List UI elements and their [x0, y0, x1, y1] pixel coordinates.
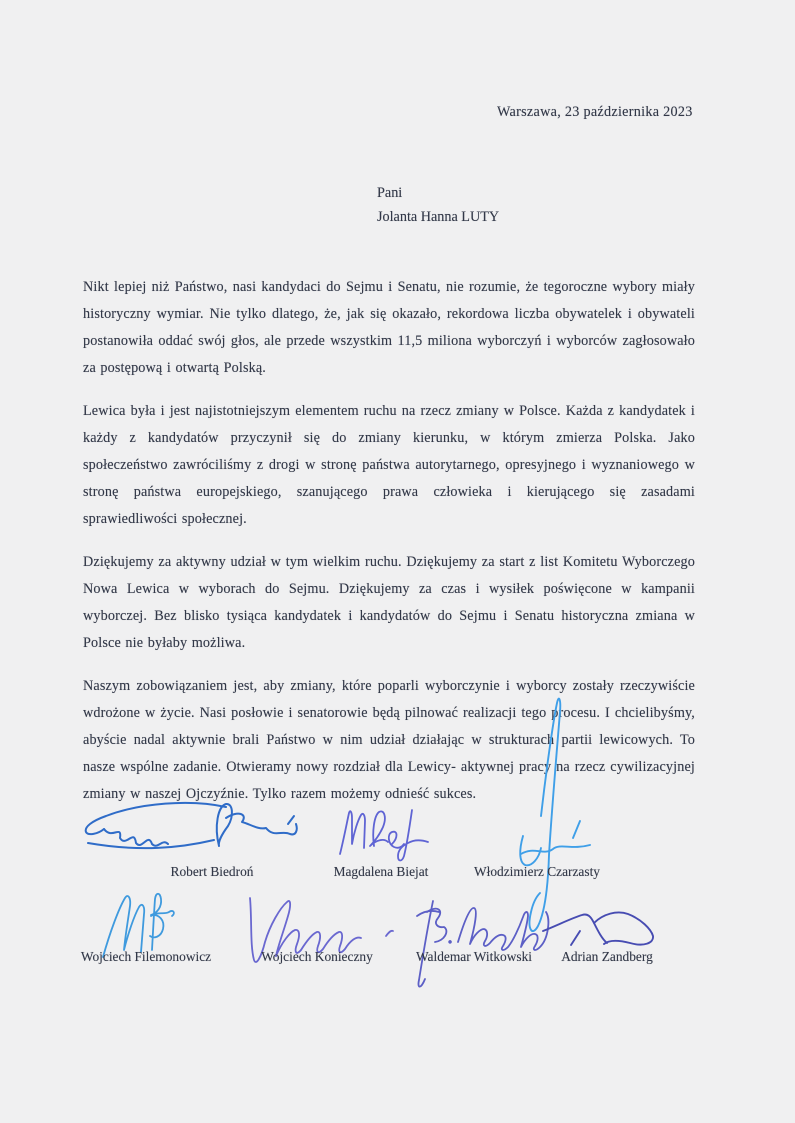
paragraph-3: Dziękujemy za aktywny udział w tym wielkim ruchu. Dziękujemy za start z list Komitetu Wyborczego Nowa Lewica w wyborach do Sejmu. Dziękujemy za czas i wysiłek poświęcone w kampanii wyborczej. Bez blisko tysiąca kandydatek i kandydatów do Sejmu i Senatu historyczna zmiana w Polsce nie byłaby możliwa.	[83, 554, 695, 651]
signature-wojciech-filemonowicz	[103, 894, 174, 957]
paragraph-2: Lewica była i jest najistotniejszym elementem ruchu na rzecz zmiany w Polsce. Każda z kandydatek i każdy z kandydatów przyczynił się do zmiany kierunku, w którym zmierza Polska. Jako społeczeństwo zawróciliśmy z drogi w stronę państwa autorytarnego, opresyjnego i wyznaniowego w stronę państwa europejskiego, szanującego prawa człowieka i kierującego się zasadami sprawiedliwości społecznej.	[83, 403, 695, 527]
recipient-salutation: Pani	[377, 185, 403, 201]
signature-adrian-zandberg	[543, 912, 653, 945]
recipient-block	[377, 181, 499, 229]
paragraph-1: Nikt lepiej niż Państwo, nasi kandydaci do Sejmu i Senatu, nie rozumie, że tegoroczne wybory miały historyczny wymiar. Nie tylko dlatego, że, jak się okazało, rekordowa liczba obywatelek i obywateli postanowiła oddać swój głos, ale przede wszystkim 11,5 miliona wyborczyń i wyborców zagłosowało za postępową i otwartą Polską.	[83, 279, 695, 376]
signature-waldemar-witkowski	[417, 901, 548, 987]
signatory-name-magdalena-biejat: Magdalena Biejat	[333, 864, 429, 879]
recipient-name: Jolanta Hanna LUTY	[377, 209, 500, 225]
signatory-name-wojciech-konieczny: Wojciech Konieczny	[261, 949, 373, 964]
letter-body	[83, 274, 695, 824]
signatory-name-waldemar-witkowski: Waldemar Witkowski	[415, 949, 533, 964]
signatory-name-wlodzimierz-czarzasty: Włodzimierz Czarzasty	[473, 864, 601, 879]
paragraph-4: Naszym zobowiązaniem jest, aby zmiany, które poparli wyborczynie i wyborcy zostały rzeczywiście wdrożone w życie. Nasi posłowie i senatorowie będą pilnować realizacji tego procesu. I chcielibyśmy, abyście nadal aktywnie brali Państwo w nim udział działając w strukturach partii lewicowych. To nasze wspólne zadanie. Otwieramy nowy rozdział dla Lewicy- aktywnej pracy na rzecz cywilizacyjnej zmiany w naszej Ojczyźnie. Tylko razem możemy odnieść sukces.	[83, 678, 695, 802]
signatory-name-adrian-zandberg: Adrian Zandberg	[561, 949, 653, 964]
dateline: Warszawa, 23 października 2023	[497, 104, 693, 120]
signatory-name-robert-biedron: Robert Biedroń	[170, 864, 254, 879]
signatory-name-wojciech-filemonowicz: Wojciech Filemonowicz	[80, 949, 212, 964]
